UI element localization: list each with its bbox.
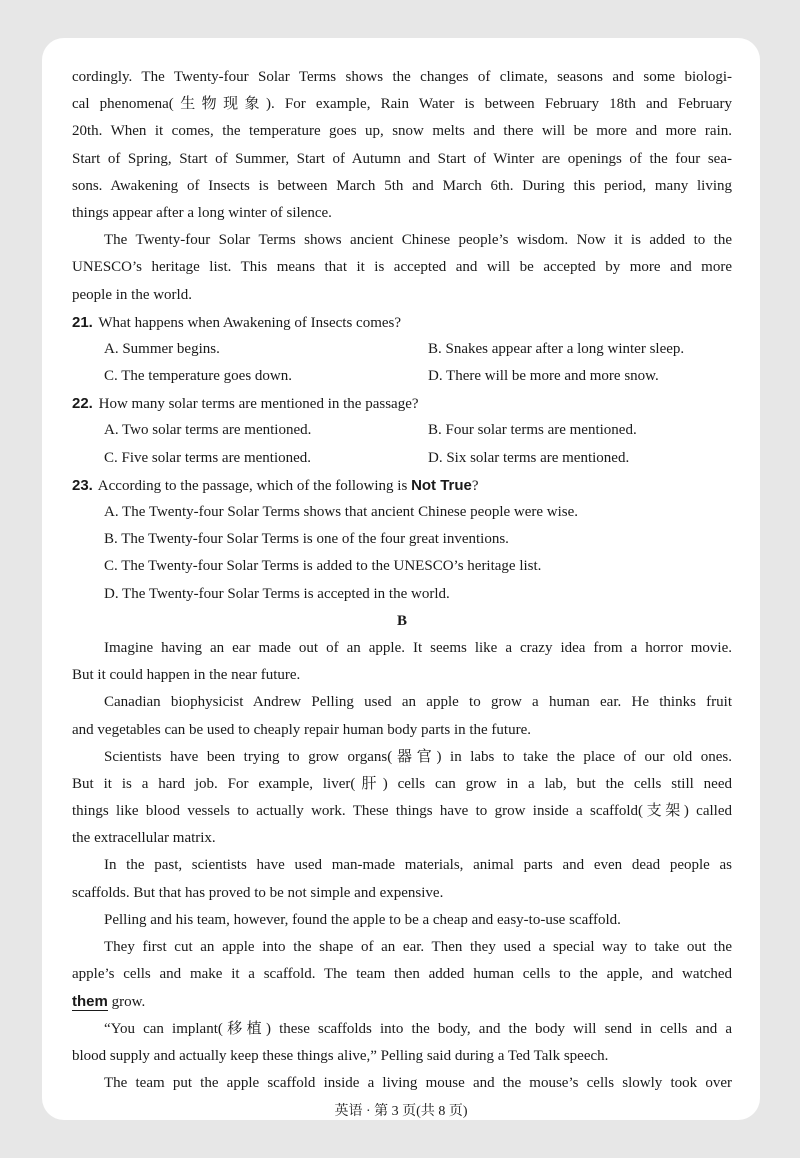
- option-b: B. The Twenty-four Solar Terms is one of the four great inventions.: [104, 531, 509, 548]
- text-line: sons. Awakening of Insects is between March 5th and March 6th. During this period, many living: [72, 177, 732, 194]
- page-content: [72, 64, 732, 1097]
- question-23: [72, 472, 732, 608]
- text-fragment: grow.: [107, 994, 146, 1011]
- option-c: C. The temperature goes down.: [104, 368, 293, 385]
- option-a: A. Two solar terms are mentioned.: [104, 422, 312, 439]
- question-stem: [72, 390, 732, 417]
- page-footer: 英语 · 第 3 页(共 8 页): [334, 1104, 468, 1119]
- text-line: The team put the apple scaffold inside a living mouse and the mouse’s cells slowly took over: [104, 1074, 732, 1091]
- question-stem: [72, 472, 732, 499]
- question-text: What happens when Awakening of Insects comes?: [98, 314, 402, 331]
- text-line: They first cut an apple into the shape of an ear. Then they used a special way to take out the: [104, 939, 732, 955]
- text-line: scaffolds. But that has proved to be not simple and expensive.: [72, 884, 444, 901]
- question-22: [72, 390, 732, 472]
- passage-b-paragraph-7: [72, 1016, 732, 1070]
- text-line: blood supply and actually keep these things alive,” Pelling said during a Ted Talk speech.: [72, 1047, 609, 1064]
- text-line: In the past, scientists have used man-made materials, animal parts and even dead people as: [104, 857, 732, 874]
- exam-page: [42, 38, 760, 1120]
- option-a: A. The Twenty-four Solar Terms shows that ancient Chinese people were wise.: [104, 504, 579, 520]
- text-line: people in the world.: [72, 286, 192, 303]
- question-21: [72, 309, 732, 391]
- text-line: and vegetables can be used to cheaply repair human body parts in the future.: [72, 721, 532, 738]
- passage-b-paragraph-5: [72, 907, 732, 934]
- option-d: D. The Twenty-four Solar Terms is accepted in the world.: [104, 585, 450, 602]
- passage-a-paragraph-2: [72, 227, 732, 309]
- passage-b-paragraph-8: [72, 1070, 732, 1097]
- underlined-word-them: them: [72, 993, 108, 1011]
- text-line: Scientists have been trying to grow organs(器官) in labs to take the place of our old ones.: [104, 748, 732, 765]
- text-line: apple’s cells and make it a scaffold. The team then added human cells to the apple, and watched: [72, 966, 732, 983]
- passage-b-paragraph-3: [72, 744, 732, 853]
- option-a: A. Summer begins.: [104, 340, 220, 357]
- text-line: But it could happen in the near future.: [72, 667, 301, 684]
- passage-b-paragraph-2: [72, 689, 732, 743]
- passage-b-paragraph-6: [72, 934, 732, 1016]
- section-heading-b: B: [396, 612, 407, 629]
- option-row: [72, 363, 732, 390]
- text-line: “You can implant(移植) these scaffolds into the body, and the body will send in cells and a: [104, 1020, 732, 1037]
- question-mark: ?: [471, 477, 479, 494]
- text-line: Start of Spring, Start of Summer, Start of Autumn and Start of Winter are openings of the four sea-: [72, 150, 732, 167]
- option-b: B. Snakes appear after a long winter sleep.: [428, 340, 685, 357]
- emphasis-not-true: Not True: [411, 476, 472, 494]
- option-row: [72, 445, 732, 472]
- option-b: B. Four solar terms are mentioned.: [428, 422, 637, 439]
- option-c: C. Five solar terms are mentioned.: [104, 449, 312, 466]
- question-number: 22.: [72, 395, 93, 413]
- text-line: cordingly. The Twenty-four Solar Terms shows the changes of climate, seasons and some biologi-: [72, 69, 732, 85]
- text-line: Pelling and his team, however, found the apple to be a cheap and easy-to-use scaffold.: [104, 911, 621, 928]
- option-d: D. There will be more and more snow.: [428, 368, 659, 385]
- text-line: the extracellular matrix.: [72, 830, 216, 847]
- question-stem: [72, 309, 732, 336]
- text-line: Canadian biophysicist Andrew Pelling used an apple to grow a human ear. He thinks fruit: [104, 694, 732, 711]
- passage-a-paragraph-1: [72, 64, 732, 227]
- passage-b-paragraph-1: [72, 635, 732, 689]
- option-d: D. Six solar terms are mentioned.: [428, 449, 630, 466]
- passage-b-paragraph-4: [72, 852, 732, 906]
- option-row: [72, 336, 732, 363]
- text-line: things appear after a long winter of silence.: [72, 204, 332, 221]
- question-text: According to the passage, which of the following is: [97, 477, 412, 494]
- text-line: 20th. When it comes, the temperature goes up, snow melts and there will be more and more rain.: [72, 123, 732, 140]
- option-c: C. The Twenty-four Solar Terms is added to the UNESCO’s heritage list.: [104, 558, 542, 575]
- text-line: [72, 988, 732, 1015]
- text-line: But it is a hard job. For example, liver(肝) cells can grow in a lab, but the cells still need: [72, 775, 732, 792]
- option-row: [72, 417, 732, 444]
- question-number: 21.: [72, 313, 93, 331]
- question-text: How many solar terms are mentioned in the passage?: [98, 396, 419, 413]
- text-line: The Twenty-four Solar Terms shows ancient Chinese people’s wisdom. Now it is added to the: [104, 232, 732, 249]
- question-number: 23.: [72, 476, 93, 494]
- text-line: Imagine having an ear made out of an apple. It seems like a crazy idea from a horror movie.: [104, 639, 732, 656]
- text-line: UNESCO’s heritage list. This means that it is accepted and will be accepted by more and more: [72, 259, 732, 276]
- text-line: cal phenomena(生物现象). For example, Rain Water is between February 18th and February: [72, 96, 732, 113]
- text-line: things like blood vessels to actually work. These things have to grow inside a scaffold(支架) called: [72, 803, 732, 820]
